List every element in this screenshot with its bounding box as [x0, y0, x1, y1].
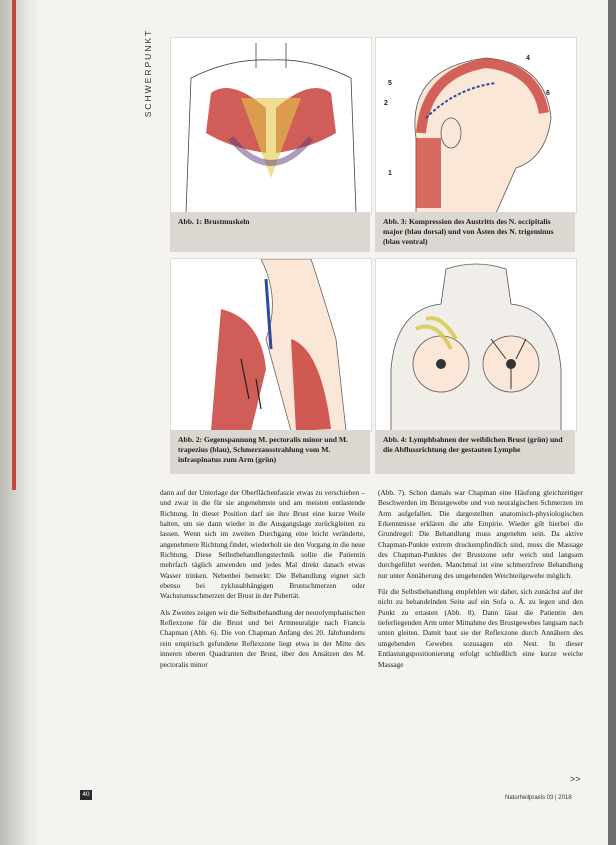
label-1: 1 — [388, 170, 392, 177]
text-column-right — [378, 488, 583, 676]
shoulder-arm-illustration — [171, 259, 371, 431]
label-2: 2 — [384, 100, 388, 107]
paragraph: Als Zweites zeigen wir die Selbstbehandlung der neurolymphatischen Reflexzone für die Brust und bei Armneuralgie nach Francis Chapman (Abb. 6). Die von Chapman Anfang des 20. Jahrhunderts rein empirisch gefundene Reflexzone liegt etwa in der Mitte des inneren oberen Quadranten der Brust, über den Ansätzen des M. pectoralis minor — [160, 607, 365, 669]
page-edge-accent — [12, 0, 16, 490]
page-gutter — [0, 0, 38, 845]
text-column-left — [160, 488, 365, 676]
head-nerve-illustration — [376, 38, 576, 213]
label-6: 6 — [546, 90, 550, 97]
figure-3-caption: Abb. 3: Kompression des Austritts des N. occipitalis major (blau dorsal) und von Ästen des N. trigeminus (blau ventral) — [375, 212, 575, 252]
continue-arrow: >> — [570, 774, 581, 784]
breast-lymph-illustration — [376, 259, 576, 431]
figure-2-pectoralis-trapezius — [170, 258, 372, 432]
journal-footer: Naturheilpraxis 03 | 2018 — [505, 795, 572, 801]
figure-2-caption: Abb. 2: Gegenspannung M. pectoralis minor und M. trapezius (blau), Schmerzausstrahlung vom M. infraspinatus zum Arm (grün) — [170, 430, 370, 474]
figure-4-lymph-pathways — [375, 258, 577, 432]
label-5: 5 — [388, 80, 392, 87]
page-number: 40 — [80, 790, 92, 800]
paragraph: (Abb. 7). Schon damals war Chapman eine Häufung gleichzeitiger Beschwerden im Brustgewebe und von neuralgischen Schmerzen im Arm aufgefallen. Die dargestellten anatomisch-physiologischen Erkenntnisse erklären die alte Empirie. Wieder gilt hierbei die Grundregel: Die Behandlung muss angenehm sein. Da aktive Chapman-Punkte extrem druckempfindlich sind, muss die Massage des Chapman-Punktes der Brustzone sehr weich und langsam durchgeführt werden. Manchmal ist eine schmerzfreie Behandlung nur unter Annäherung des umgebenden Weichteilgewebe möglich. — [378, 488, 583, 580]
figure-3-occipital-nerve — [375, 37, 577, 214]
figure-1-caption: Abb. 1: Brustmuskeln — [170, 212, 370, 252]
figure-4-caption: Abb. 4: Lymphbahnen der weiblichen Brust (grün) und die Abflussrichtung der gestauten Lymphe — [375, 430, 575, 474]
section-tag: SCHWERPUNKT — [143, 28, 153, 118]
figure-1-chest-muscles — [170, 37, 372, 214]
chest-muscles-illustration — [171, 38, 371, 213]
label-4: 4 — [526, 55, 530, 62]
paragraph: dann auf der Unterlage der Oberflächenfaszie etwas zu verschieben – und zwar in die für sie angenehmste und am meisten entlastende Richtung. In dieser Position darf sie ihre Brust eine kurze Weile halten, um sie dann wieder in die Ausgangslage zurückgleiten zu lassen. Wenn sich im zweiten Durchgang eine leicht veränderte, angenehmere Richtung findet, wiederholt sie den Vorgang in die neue Richtung. Diese Selbstbehandlungstechnik sollte die Patientin mehrfach täglich anwenden und jedes Mal direkt danach etwas Wasser trinken. Nebenbei bemerkt: Die Behandlung eignet sich ebenso bei zyklusabhängigen Brustschmerzen oder Wachstumsschmerzen der Brust in der Pubertät. — [160, 488, 365, 601]
paragraph: Für die Selbstbehandlung empfehlen wir daher, sich zunächst auf der nicht zu behandelnden Seite auf ein Sofa o. Ä. zu legen und den Punkt zu ertasten (Abb. 8). Dann lässt die Patientin den tieferliegenden Arm unter Mitnahme des Brustgewebes langsam nach unten gleiten. Damit baut sie der Reflexzone durch Annähern des umgebenden Gewebes sozusagen ein Nest. In dieser Entlastungspositionierung erfolgt schließlich eine kurze weiche Massage — [378, 587, 583, 669]
